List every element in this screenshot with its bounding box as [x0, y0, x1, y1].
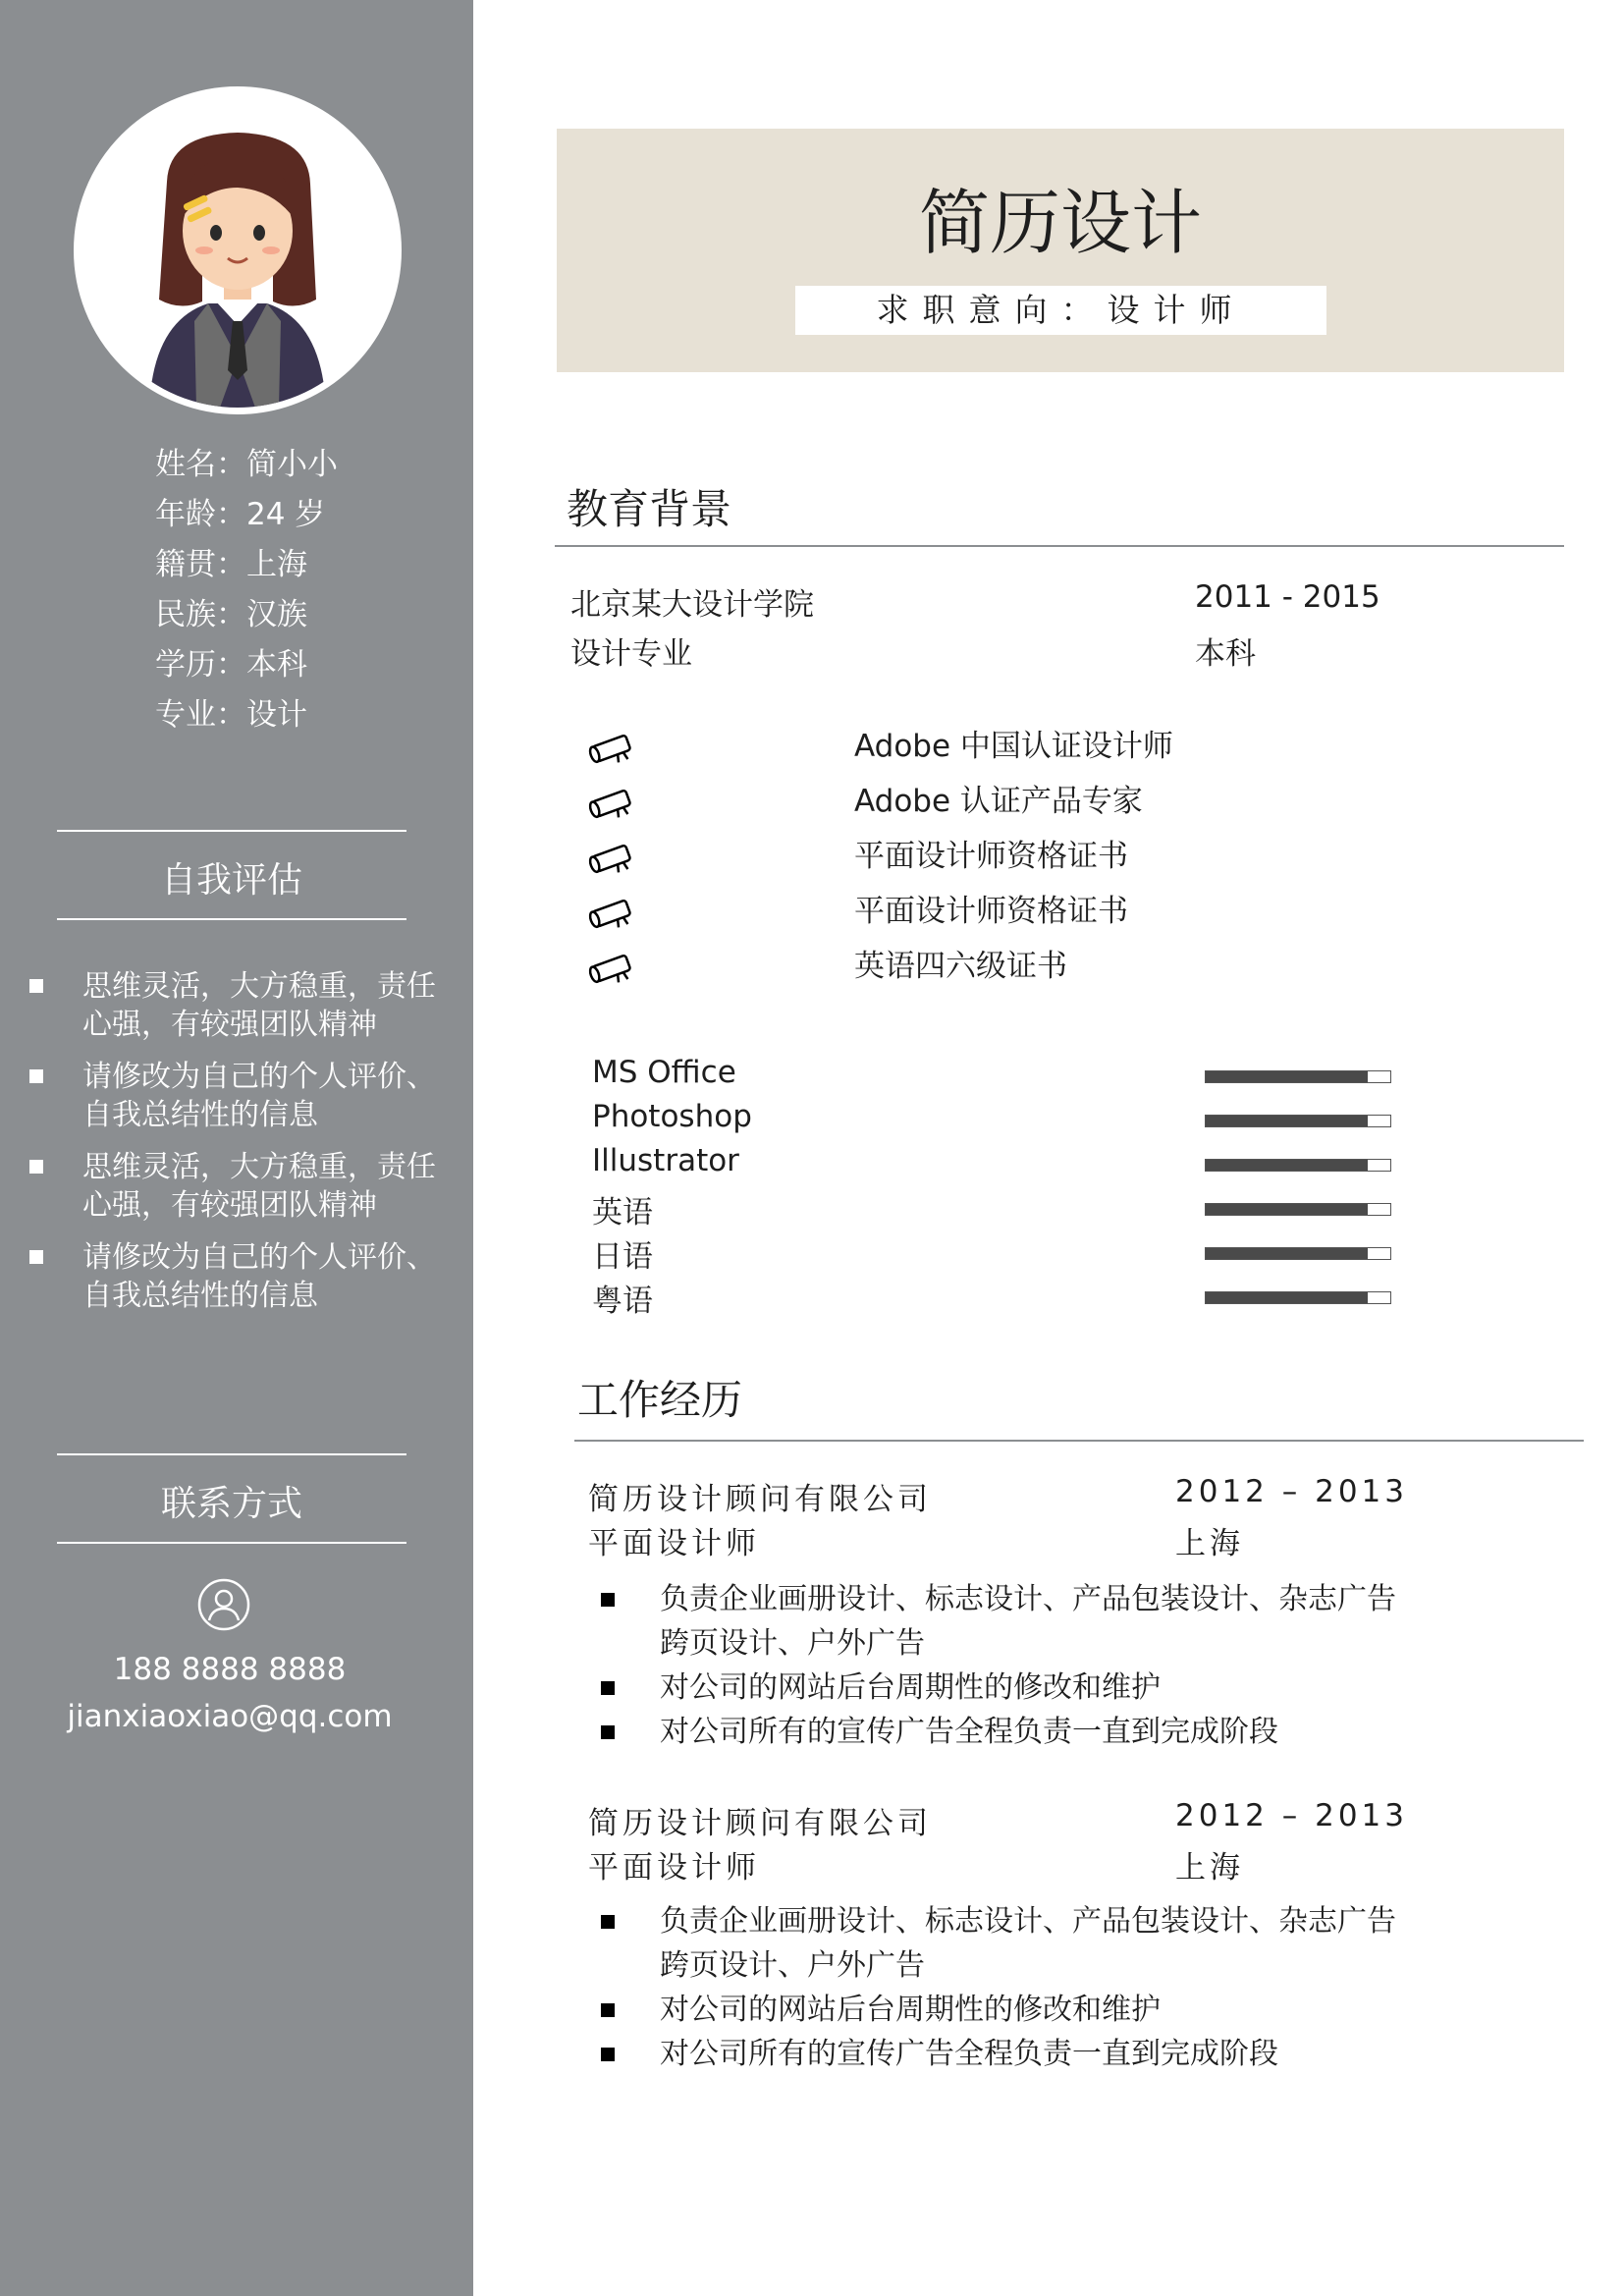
job-objective: 求职意向：设计师 [795, 286, 1326, 335]
certificate-row [586, 890, 1273, 945]
divider [57, 1542, 406, 1544]
company-name: 简历设计顾问有限公司 [588, 1482, 932, 1517]
certificate-row [586, 780, 1273, 835]
list-item: 对公司所有的宣传广告全程负责一直到完成阶段 [601, 2032, 1406, 2076]
self-eval-title: 自我评估 [160, 860, 302, 901]
job-duties [601, 1899, 1406, 2076]
email-address: jianxiaoxiao@qq.com [67, 1699, 393, 1734]
job-position: 平面设计师 [588, 1850, 760, 1886]
skill-bar [1205, 1247, 1391, 1260]
person-circle-icon [196, 1577, 251, 1632]
skill-name: 日语 [592, 1239, 653, 1275]
certificate-row [586, 945, 1273, 1000]
skill-bar-fill [1206, 1071, 1368, 1082]
skill-bar-fill [1206, 1160, 1368, 1171]
certificate-label: 英语四六级证书 [854, 949, 1067, 984]
skill-bar [1205, 1070, 1391, 1083]
bullet-icon [601, 1915, 615, 1929]
certificate-label: Adobe 中国认证设计师 [854, 729, 1173, 764]
skill-bar-fill [1206, 1116, 1368, 1126]
skill-bar [1205, 1115, 1391, 1127]
bullet-icon [601, 1681, 615, 1695]
skill-bar-fill [1206, 1248, 1368, 1259]
education-years: 2011 - 2015 [1195, 579, 1380, 615]
list-item: 对公司的网站后台周期性的修改和维护 [601, 1666, 1406, 1710]
page-title: 简历设计 [918, 182, 1202, 264]
avatar [74, 86, 402, 414]
certificate-row [586, 835, 1273, 890]
contact-title: 联系方式 [160, 1484, 302, 1524]
work-title: 工作经历 [577, 1376, 743, 1424]
list-item: 请修改为自己的个人评价、自我总结性的信息 [24, 1058, 446, 1134]
divider [57, 1453, 406, 1455]
info-education: 学历：本科 [155, 647, 307, 683]
job-position: 平面设计师 [588, 1526, 760, 1561]
phone-number: 188 8888 8888 [113, 1652, 347, 1687]
skill-bar [1205, 1291, 1391, 1304]
skill-bar-fill [1206, 1292, 1368, 1303]
info-hometown: 籍贯：上海 [155, 547, 307, 582]
skill-name: Photoshop [592, 1099, 752, 1134]
diploma-scroll-icon [586, 733, 637, 766]
sidebar [0, 0, 473, 2296]
info-name: 姓名：简小小 [155, 447, 338, 482]
list-item: 对公司所有的宣传广告全程负责一直到完成阶段 [601, 1710, 1406, 1754]
divider [57, 830, 406, 832]
section-divider [555, 545, 1564, 547]
bullet-icon [29, 1160, 43, 1174]
skill-bar-fill [1206, 1204, 1368, 1215]
skill-name: 英语 [592, 1195, 653, 1230]
diploma-scroll-icon [586, 788, 637, 821]
info-age: 年龄：24 岁 [155, 497, 326, 532]
job-duties [601, 1577, 1406, 1754]
bullet-icon [29, 1069, 43, 1083]
personal-info [155, 440, 450, 740]
skill-bar [1205, 1159, 1391, 1172]
job-years: 2012 – 2013 [1175, 1474, 1408, 1509]
certificate-row [586, 725, 1273, 780]
degree: 本科 [1195, 636, 1256, 672]
list-item: 请修改为自己的个人评价、自我总结性的信息 [24, 1238, 446, 1315]
certificate-label: 平面设计师资格证书 [854, 839, 1128, 874]
job-years: 2012 – 2013 [1175, 1798, 1408, 1833]
job-location: 上海 [1175, 1850, 1244, 1886]
section-divider [574, 1440, 1584, 1442]
school-name: 北京某大设计学院 [570, 587, 814, 623]
info-ethnicity: 民族：汉族 [155, 597, 307, 632]
bullet-icon [601, 1593, 615, 1607]
list-item: 对公司的网站后台周期性的修改和维护 [601, 1988, 1406, 2032]
list-item: 负责企业画册设计、标志设计、产品包装设计、杂志广告跨页设计、户外广告 [601, 1577, 1406, 1666]
list-item: 思维灵活，大方稳重，责任心强，有较强团队精神 [24, 967, 446, 1044]
divider [57, 918, 406, 920]
bullet-icon [601, 2048, 615, 2061]
major: 设计专业 [570, 636, 692, 672]
diploma-scroll-icon [586, 953, 637, 986]
header-box [557, 129, 1564, 372]
bullet-icon [601, 1725, 615, 1739]
bullet-icon [29, 979, 43, 993]
certificate-label: 平面设计师资格证书 [854, 894, 1128, 929]
info-major: 专业：设计 [155, 697, 307, 733]
skill-name: MS Office [592, 1055, 736, 1090]
bullet-icon [601, 2003, 615, 2017]
list-item: 负责企业画册设计、标志设计、产品包装设计、杂志广告跨页设计、户外广告 [601, 1899, 1406, 1988]
avatar-girl-icon [81, 93, 395, 408]
skill-name: Illustrator [592, 1143, 739, 1178]
company-name: 简历设计顾问有限公司 [588, 1806, 932, 1841]
diploma-scroll-icon [586, 843, 637, 876]
list-item: 思维灵活，大方稳重，责任心强，有较强团队精神 [24, 1148, 446, 1225]
bullet-icon [29, 1250, 43, 1264]
education-title: 教育背景 [567, 485, 732, 533]
diploma-scroll-icon [586, 898, 637, 931]
skill-bar [1205, 1203, 1391, 1216]
skill-name: 粤语 [592, 1284, 653, 1319]
job-location: 上海 [1175, 1526, 1244, 1561]
self-eval-list [24, 967, 446, 1329]
certificate-label: Adobe 认证产品专家 [854, 784, 1143, 819]
